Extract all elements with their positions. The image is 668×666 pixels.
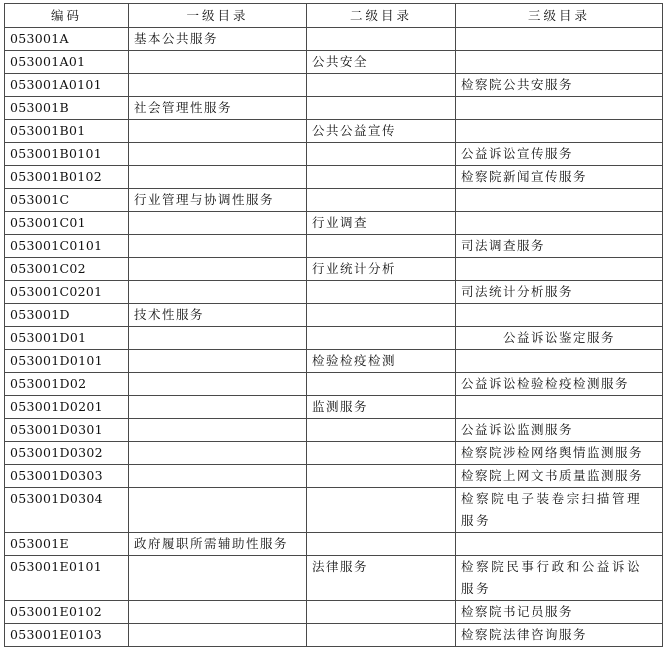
table-row	[5, 51, 663, 74]
level3-cell: 检察院法律咨询服务	[456, 624, 663, 647]
level3-cell: 检察院民事行政和公益诉讼服务	[456, 556, 663, 601]
code-cell: 053001B	[5, 97, 129, 120]
level2-cell	[307, 304, 456, 327]
code-cell: 053001A01	[5, 51, 129, 74]
table-row	[5, 97, 663, 120]
code-cell: 053001D0303	[5, 465, 129, 488]
table-row	[5, 304, 663, 327]
code-cell: 053001B0101	[5, 143, 129, 166]
header-row	[5, 4, 663, 28]
level1-cell	[129, 212, 307, 235]
level2-cell	[307, 235, 456, 258]
level2-cell	[307, 442, 456, 465]
header-level3: 三级目录	[456, 4, 663, 28]
code-cell: 053001D0302	[5, 442, 129, 465]
level1-cell	[129, 327, 307, 350]
level1-cell	[129, 258, 307, 281]
table-row	[5, 28, 663, 51]
level3-cell: 公益诉讼监测服务	[456, 419, 663, 442]
level3-cell: 公益诉讼检验检疫检测服务	[456, 373, 663, 396]
code-cell: 053001B01	[5, 120, 129, 143]
level2-cell	[307, 143, 456, 166]
code-cell: 053001E0102	[5, 601, 129, 624]
level2-cell	[307, 166, 456, 189]
table-row	[5, 258, 663, 281]
level2-cell	[307, 327, 456, 350]
code-cell: 053001C0101	[5, 235, 129, 258]
level3-cell	[456, 97, 663, 120]
code-cell: 053001E	[5, 533, 129, 556]
level1-cell	[129, 350, 307, 373]
table-row	[5, 556, 663, 601]
table-row	[5, 488, 663, 533]
code-cell: 053001C	[5, 189, 129, 212]
table-row	[5, 143, 663, 166]
code-cell: 053001D0101	[5, 350, 129, 373]
table-row	[5, 350, 663, 373]
level3-cell: 检察院电子装卷宗扫描管理服务	[456, 488, 663, 533]
level2-cell: 法律服务	[307, 556, 456, 601]
level1-cell	[129, 373, 307, 396]
level3-cell	[456, 396, 663, 419]
level3-cell	[456, 533, 663, 556]
table-row	[5, 74, 663, 97]
code-cell: 053001E0101	[5, 556, 129, 601]
level2-cell	[307, 281, 456, 304]
code-cell: 053001D02	[5, 373, 129, 396]
level2-cell: 行业调查	[307, 212, 456, 235]
code-cell: 053001D0201	[5, 396, 129, 419]
level3-cell: 司法调查服务	[456, 235, 663, 258]
level3-cell: 司法统计分析服务	[456, 281, 663, 304]
table-row	[5, 281, 663, 304]
table-row	[5, 442, 663, 465]
level2-cell: 公共安全	[307, 51, 456, 74]
level1-cell	[129, 281, 307, 304]
level2-cell	[307, 189, 456, 212]
level3-cell	[456, 258, 663, 281]
level2-cell	[307, 488, 456, 533]
code-cell: 053001D01	[5, 327, 129, 350]
level3-cell	[456, 28, 663, 51]
level3-cell	[456, 350, 663, 373]
level1-cell: 政府履职所需辅助性服务	[129, 533, 307, 556]
level1-cell	[129, 419, 307, 442]
level1-cell: 行业管理与协调性服务	[129, 189, 307, 212]
level2-cell	[307, 601, 456, 624]
level3-cell	[456, 304, 663, 327]
table-row	[5, 327, 663, 350]
level3-cell: 检察院公共安服务	[456, 74, 663, 97]
level3-cell: 公益诉讼鉴定服务	[456, 327, 663, 350]
level1-cell	[129, 235, 307, 258]
level1-cell	[129, 166, 307, 189]
level3-cell	[456, 189, 663, 212]
level2-cell	[307, 533, 456, 556]
table-row	[5, 235, 663, 258]
table-row	[5, 373, 663, 396]
level1-cell: 社会管理性服务	[129, 97, 307, 120]
level2-cell: 检验检疫检测	[307, 350, 456, 373]
table-row	[5, 419, 663, 442]
table-row	[5, 120, 663, 143]
level3-cell: 检察院新闻宣传服务	[456, 166, 663, 189]
header-level1: 一级目录	[129, 4, 307, 28]
level1-cell: 技术性服务	[129, 304, 307, 327]
header-level2: 二级目录	[307, 4, 456, 28]
level3-cell: 检察院上网文书质量监测服务	[456, 465, 663, 488]
level2-cell: 监测服务	[307, 396, 456, 419]
level1-cell	[129, 74, 307, 97]
level1-cell	[129, 624, 307, 647]
table-row	[5, 166, 663, 189]
table-row	[5, 533, 663, 556]
level3-cell: 检察院涉检网络舆情监测服务	[456, 442, 663, 465]
code-cell: 053001D0304	[5, 488, 129, 533]
level1-cell: 基本公共服务	[129, 28, 307, 51]
code-cell: 053001A	[5, 28, 129, 51]
table-row	[5, 465, 663, 488]
code-cell: 053001C02	[5, 258, 129, 281]
table-row	[5, 189, 663, 212]
level1-cell	[129, 143, 307, 166]
level1-cell	[129, 488, 307, 533]
level2-cell	[307, 373, 456, 396]
level1-cell	[129, 51, 307, 74]
table-row	[5, 396, 663, 419]
level2-cell	[307, 624, 456, 647]
level2-cell: 行业统计分析	[307, 258, 456, 281]
level1-cell	[129, 601, 307, 624]
level2-cell	[307, 74, 456, 97]
catalog-table	[4, 3, 663, 647]
code-cell: 053001E0103	[5, 624, 129, 647]
level3-cell	[456, 120, 663, 143]
code-cell: 053001A0101	[5, 74, 129, 97]
level1-cell	[129, 396, 307, 419]
level2-cell: 公共公益宣传	[307, 120, 456, 143]
level3-cell: 公益诉讼宣传服务	[456, 143, 663, 166]
level2-cell	[307, 28, 456, 51]
level2-cell	[307, 465, 456, 488]
level3-cell: 检察院书记员服务	[456, 601, 663, 624]
table-row	[5, 212, 663, 235]
header-code: 编码	[5, 4, 129, 28]
code-cell: 053001D0301	[5, 419, 129, 442]
level2-cell	[307, 97, 456, 120]
level1-cell	[129, 442, 307, 465]
level3-cell	[456, 51, 663, 74]
table-row	[5, 624, 663, 647]
code-cell: 053001D	[5, 304, 129, 327]
table-row	[5, 601, 663, 624]
code-cell: 053001C0201	[5, 281, 129, 304]
level2-cell	[307, 419, 456, 442]
level1-cell	[129, 465, 307, 488]
level1-cell	[129, 556, 307, 601]
level3-cell	[456, 212, 663, 235]
code-cell: 053001B0102	[5, 166, 129, 189]
code-cell: 053001C01	[5, 212, 129, 235]
level1-cell	[129, 120, 307, 143]
